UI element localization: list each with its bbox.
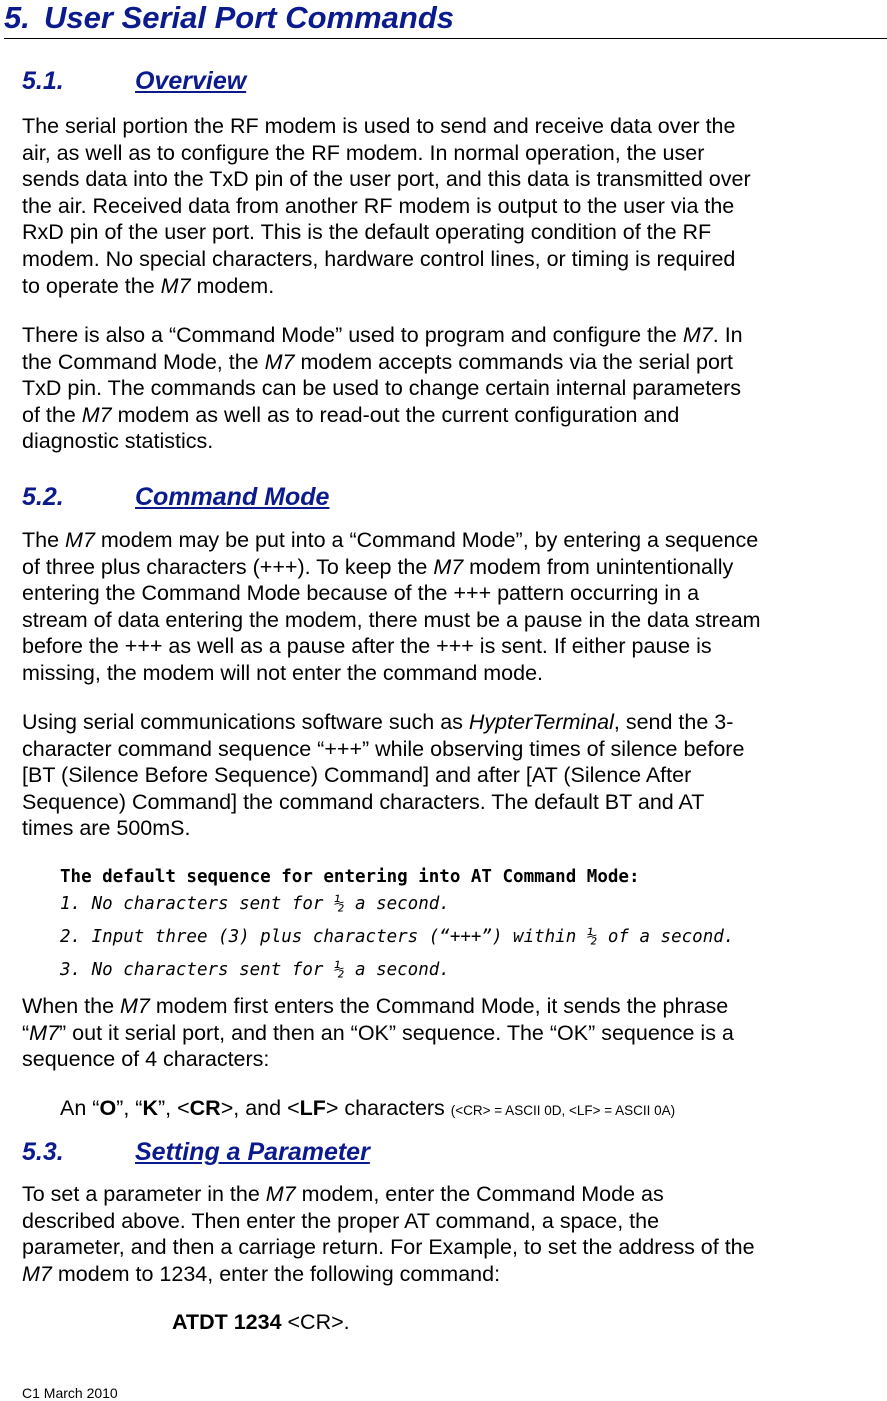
text-line: “M7” out it serial port, and then an “OK” sequence. The “OK” sequence is a [22, 1020, 734, 1045]
text-line: When the M7 modem first enters the Command Mode, it sends the phrase [22, 994, 729, 1018]
text-line: The serial portion the RF modem is used to send and receive data over the [22, 114, 736, 138]
paragraph [22, 322, 884, 455]
section-heading-overview [22, 66, 246, 96]
sequence-step: 3. No characters sent for ½ a second. [60, 960, 450, 980]
text-line: character command sequence “+++” while observing times of silence before [22, 736, 745, 761]
chapter-heading [4, 0, 887, 39]
section-number: 5.3. [22, 1138, 64, 1166]
section-number: 5.2. [22, 483, 64, 511]
section-title: Overview [135, 67, 247, 95]
sequence-step: 1. No characters sent for ½ a second. [60, 894, 450, 914]
text-line: [BT (Silence Before Sequence) Command] and after [AT (Silence After [22, 763, 692, 788]
text-line: described above. Then enter the proper AT command, a space, the [22, 1208, 660, 1233]
text-line: Sequence) Command] the command characters. The default BT and AT [22, 789, 705, 814]
text-line: M7 modem to 1234, enter the following command: [22, 1261, 501, 1286]
paragraph [22, 993, 884, 1073]
paragraph [22, 113, 884, 299]
text-line: parameter, and then a carriage return. For Example, to set the address of the [22, 1235, 755, 1260]
text-line: modem. No special characters, hardware control lines, or timing is required [22, 246, 736, 271]
text-line: TxD pin. The commands can be used to change certain internal parameters [22, 376, 742, 401]
text-line: to operate the M7 modem. [22, 273, 275, 298]
section-number: 5.1. [22, 67, 64, 95]
paragraph [22, 1181, 884, 1287]
section-heading-command-mode [22, 482, 329, 512]
text-line: of three plus characters (+++). To keep the M7 modem from unintentionally [22, 554, 734, 579]
text-line: missing, the modem will not enter the command mode. [22, 660, 544, 685]
section-title: Setting a Parameter [135, 1138, 370, 1166]
text-line: entering the Command Mode because of the +++ pattern occurring in a [22, 581, 700, 606]
command-text: ATDT 1234 [172, 1310, 282, 1334]
text-line: To set a parameter in the M7 modem, enter the Command Mode as [22, 1182, 664, 1206]
ok-sequence-line: An “O”, “K”, <CR>, and <LF> characters (<CR> = ASCII 0D, <LF> = ASCII 0A) [60, 1096, 676, 1120]
text-line: times are 500mS. [22, 816, 191, 841]
example-command: ATDT 1234 <CR>. [172, 1310, 350, 1334]
ok-char-o: O [99, 1096, 117, 1120]
text-line: sends data into the TxD pin of the user port, and this data is transmitted over [22, 167, 751, 192]
text-line: diagnostic statistics. [22, 429, 214, 454]
text-line: There is also a “Command Mode” used to program and configure the M7. In [22, 323, 743, 347]
text-line: of the M7 modem as well as to read-out the current configuration and [22, 402, 680, 427]
text-line: RxD pin of the user port. This is the default operating condition of the RF [22, 220, 712, 245]
paragraph [22, 709, 884, 842]
text-line: The M7 modem may be put into a “Command Mode”, by entering a sequence [22, 528, 759, 552]
ok-char-cr: CR [189, 1096, 221, 1120]
ok-char-k: K [142, 1096, 158, 1120]
text-line: sequence of 4 characters: [22, 1047, 270, 1072]
chapter-title: User Serial Port Commands [44, 0, 455, 35]
paragraph [22, 527, 884, 687]
section-heading-setting-parameter [22, 1137, 370, 1167]
section-title: Command Mode [135, 483, 330, 511]
ok-char-lf: LF [299, 1096, 326, 1120]
text-line: air, as well as to configure the RF modem. In normal operation, the user [22, 140, 705, 165]
text-line: Using serial communications software such as HypterTerminal, send the 3- [22, 710, 734, 734]
text-line: stream of data entering the modem, there must be a pause in the data stream [22, 607, 761, 632]
sequence-step: 2. Input three (3) plus characters (“+++”) within ½ of a second. [60, 927, 735, 947]
page-footer: C1 March 2010 [22, 1385, 118, 1401]
sequence-heading: The default sequence for entering into AT Command Mode: [60, 867, 640, 887]
chapter-number: 5. [4, 0, 30, 35]
text-line: before the +++ as well as a pause after the +++ is sent. If either pause is [22, 634, 712, 659]
ascii-note: (<CR> = ASCII 0D, <LF> = ASCII 0A) [450, 1103, 676, 1118]
text-line: the Command Mode, the M7 modem accepts commands via the serial port [22, 349, 734, 374]
text-line: the air. Received data from another RF modem is output to the user via the [22, 193, 735, 218]
